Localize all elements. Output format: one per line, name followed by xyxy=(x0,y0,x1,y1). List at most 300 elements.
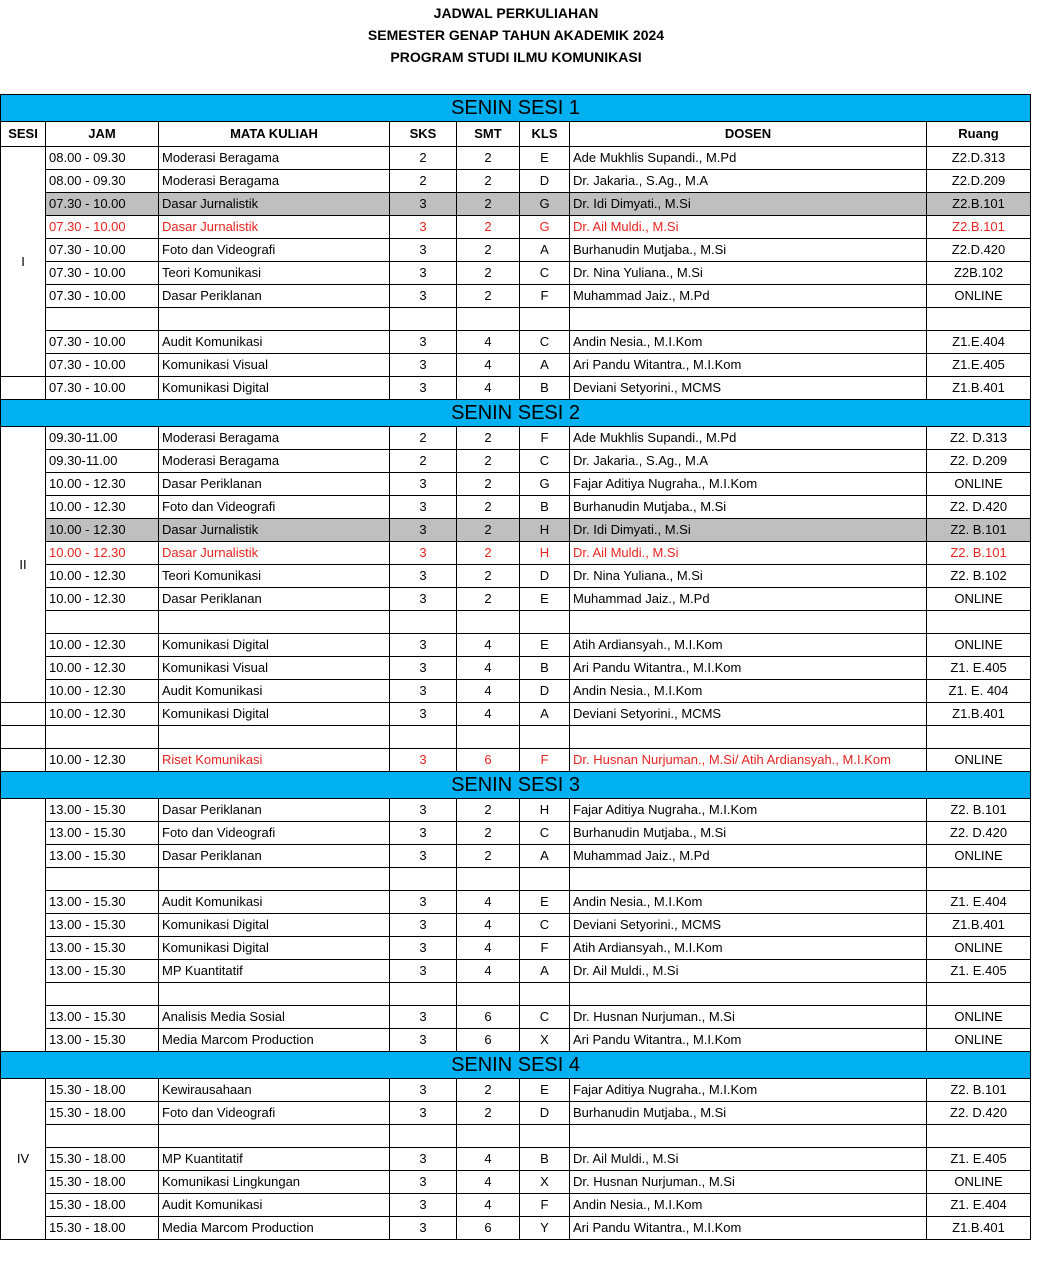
kls-cell: F xyxy=(520,1194,570,1217)
kls-cell: F xyxy=(520,285,570,308)
mata-kuliah-cell: MP Kuantitatif xyxy=(159,1148,390,1171)
mata-kuliah-cell: Komunikasi Digital xyxy=(159,703,390,726)
jam-cell: 13.00 - 15.30 xyxy=(46,1006,159,1029)
table-row xyxy=(1,565,1031,588)
sesi-cell xyxy=(1,749,46,772)
sks-cell: 3 xyxy=(390,680,457,703)
mata-kuliah-cell: Kewirausahaan xyxy=(159,1079,390,1102)
dosen-cell: Dr. Jakaria., S.Ag., M.A xyxy=(570,170,927,193)
jam-cell: 15.30 - 18.00 xyxy=(46,1102,159,1125)
kls-cell: H xyxy=(520,542,570,565)
smt-cell: 2 xyxy=(457,588,520,611)
dosen-cell: Ari Pandu Witantra., M.I.Kom xyxy=(570,657,927,680)
smt-cell: 4 xyxy=(457,377,520,400)
sks-cell: 3 xyxy=(390,891,457,914)
mata-kuliah-cell: Dasar Jurnalistik xyxy=(159,193,390,216)
mata-kuliah-cell: Dasar Jurnalistik xyxy=(159,216,390,239)
table-row xyxy=(1,822,1031,845)
kls-cell: G xyxy=(520,473,570,496)
ruang-cell: ONLINE xyxy=(927,1029,1031,1052)
table-row xyxy=(1,914,1031,937)
mata-kuliah-cell: Dasar Jurnalistik xyxy=(159,542,390,565)
mata-kuliah-cell xyxy=(159,308,390,331)
kls-cell: A xyxy=(520,845,570,868)
sesi-cell xyxy=(1,703,46,726)
jam-cell: 10.00 - 12.30 xyxy=(46,680,159,703)
column-header: SESI xyxy=(1,122,46,147)
sks-cell: 3 xyxy=(390,1006,457,1029)
dosen-cell: Deviani Setyorini., MCMS xyxy=(570,703,927,726)
dosen-cell: Dr. Nina Yuliana., M.Si xyxy=(570,565,927,588)
ruang-cell: ONLINE xyxy=(927,588,1031,611)
jam-cell xyxy=(46,868,159,891)
sks-cell: 3 xyxy=(390,285,457,308)
dosen-cell: Dr. Nina Yuliana., M.Si xyxy=(570,262,927,285)
kls-cell: A xyxy=(520,354,570,377)
jam-cell: 10.00 - 12.30 xyxy=(46,473,159,496)
sesi-cell: I xyxy=(1,147,46,377)
kls-cell xyxy=(520,308,570,331)
ruang-cell: Z1.B.401 xyxy=(927,914,1031,937)
mata-kuliah-cell xyxy=(159,983,390,1006)
sks-cell: 3 xyxy=(390,239,457,262)
ruang-cell: Z1.B.401 xyxy=(927,1217,1031,1240)
dosen-cell: Dr. Idi Dimyati., M.Si xyxy=(570,519,927,542)
ruang-cell: Z2. B.101 xyxy=(927,519,1031,542)
jam-cell xyxy=(46,611,159,634)
jam-cell: 07.30 - 10.00 xyxy=(46,285,159,308)
smt-cell: 4 xyxy=(457,657,520,680)
dosen-cell: Dr. Ail Muldi., M.Si xyxy=(570,1148,927,1171)
ruang-cell: Z1.E.405 xyxy=(927,354,1031,377)
mata-kuliah-cell xyxy=(159,1125,390,1148)
smt-cell xyxy=(457,308,520,331)
table-row xyxy=(1,588,1031,611)
dosen-cell xyxy=(570,611,927,634)
ruang-cell: ONLINE xyxy=(927,749,1031,772)
dosen-cell: Andin Nesia., M.I.Kom xyxy=(570,891,927,914)
dosen-cell: Atih Ardiansyah., M.I.Kom xyxy=(570,937,927,960)
sks-cell xyxy=(390,868,457,891)
sks-cell: 3 xyxy=(390,588,457,611)
dosen-cell: Muhammad Jaiz., M.Pd xyxy=(570,285,927,308)
ruang-cell: Z2.B.101 xyxy=(927,216,1031,239)
jam-cell: 10.00 - 12.30 xyxy=(46,588,159,611)
table-row xyxy=(1,634,1031,657)
sks-cell: 3 xyxy=(390,193,457,216)
jam-cell: 10.00 - 12.30 xyxy=(46,657,159,680)
dosen-cell: Ade Mukhlis Supandi., M.Pd xyxy=(570,427,927,450)
dosen-cell: Deviani Setyorini., MCMS xyxy=(570,914,927,937)
page-header xyxy=(0,0,1032,68)
kls-cell: C xyxy=(520,1006,570,1029)
jam-cell: 09.30-11.00 xyxy=(46,450,159,473)
title-line-2: SEMESTER GENAP TAHUN AKADEMIK 2024 xyxy=(367,27,665,43)
jam-cell xyxy=(46,308,159,331)
ruang-cell xyxy=(927,308,1031,331)
sks-cell: 3 xyxy=(390,799,457,822)
smt-cell: 2 xyxy=(457,799,520,822)
sks-cell: 3 xyxy=(390,1171,457,1194)
smt-cell: 4 xyxy=(457,634,520,657)
mata-kuliah-cell: Audit Komunikasi xyxy=(159,680,390,703)
ruang-cell: Z2. B.101 xyxy=(927,799,1031,822)
mata-kuliah-cell: Foto dan Videografi xyxy=(159,496,390,519)
column-header: JAM xyxy=(46,122,159,147)
ruang-cell: Z2. B.102 xyxy=(927,565,1031,588)
table-row xyxy=(1,216,1031,239)
mata-kuliah-cell: Audit Komunikasi xyxy=(159,331,390,354)
dosen-cell: Dr. Idi Dimyati., M.Si xyxy=(570,193,927,216)
jam-cell xyxy=(46,726,159,749)
table-row xyxy=(1,170,1031,193)
dosen-cell: Andin Nesia., M.I.Kom xyxy=(570,1194,927,1217)
smt-cell xyxy=(457,983,520,1006)
session-header xyxy=(1,772,1031,799)
sks-cell: 3 xyxy=(390,542,457,565)
kls-cell: X xyxy=(520,1171,570,1194)
dosen-cell: Ari Pandu Witantra., M.I.Kom xyxy=(570,1217,927,1240)
smt-cell: 2 xyxy=(457,496,520,519)
table-row xyxy=(1,1125,1031,1148)
mata-kuliah-cell: Foto dan Videografi xyxy=(159,822,390,845)
kls-cell: F xyxy=(520,749,570,772)
jam-cell: 13.00 - 15.30 xyxy=(46,891,159,914)
table-row xyxy=(1,703,1031,726)
table-row xyxy=(1,354,1031,377)
table-row xyxy=(1,542,1031,565)
kls-cell: C xyxy=(520,262,570,285)
sks-cell: 3 xyxy=(390,937,457,960)
title-line-1: JADWAL PERKULIAHAN xyxy=(433,5,599,21)
mata-kuliah-cell: Analisis Media Sosial xyxy=(159,1006,390,1029)
ruang-cell: Z1. E.404 xyxy=(927,1194,1031,1217)
dosen-cell: Dr. Husnan Nurjuman., M.Si xyxy=(570,1171,927,1194)
table-row xyxy=(1,308,1031,331)
dosen-cell: Dr. Ail Muldi., M.Si xyxy=(570,960,927,983)
jam-cell: 10.00 - 12.30 xyxy=(46,565,159,588)
ruang-cell: ONLINE xyxy=(927,285,1031,308)
ruang-cell: Z2. D.420 xyxy=(927,1102,1031,1125)
mata-kuliah-cell: Moderasi Beragama xyxy=(159,450,390,473)
kls-cell xyxy=(520,611,570,634)
sks-cell: 3 xyxy=(390,262,457,285)
jam-cell: 07.30 - 10.00 xyxy=(46,193,159,216)
ruang-cell: Z2B.102 xyxy=(927,262,1031,285)
mata-kuliah-cell: Media Marcom Production xyxy=(159,1217,390,1240)
kls-cell xyxy=(520,726,570,749)
sks-cell: 3 xyxy=(390,1079,457,1102)
column-header: DOSEN xyxy=(570,122,927,147)
smt-cell: 2 xyxy=(457,170,520,193)
ruang-cell: Z1. E.405 xyxy=(927,1148,1031,1171)
column-header: Ruang xyxy=(927,122,1031,147)
smt-cell: 4 xyxy=(457,354,520,377)
table-row xyxy=(1,799,1031,822)
smt-cell: 2 xyxy=(457,1102,520,1125)
smt-cell: 4 xyxy=(457,914,520,937)
table-row xyxy=(1,519,1031,542)
smt-cell: 2 xyxy=(457,1079,520,1102)
column-header: KLS xyxy=(520,122,570,147)
sks-cell: 2 xyxy=(390,450,457,473)
kls-cell: A xyxy=(520,239,570,262)
dosen-cell: Dr. Husnan Nurjuman., M.Si xyxy=(570,1006,927,1029)
jam-cell: 15.30 - 18.00 xyxy=(46,1194,159,1217)
table-row xyxy=(1,147,1031,170)
table-row xyxy=(1,450,1031,473)
smt-cell: 2 xyxy=(457,519,520,542)
dosen-cell: Ari Pandu Witantra., M.I.Kom xyxy=(570,1029,927,1052)
jam-cell: 10.00 - 12.30 xyxy=(46,703,159,726)
kls-cell: C xyxy=(520,450,570,473)
ruang-cell: Z1.B.401 xyxy=(927,703,1031,726)
sks-cell: 3 xyxy=(390,703,457,726)
mata-kuliah-cell: Dasar Periklanan xyxy=(159,473,390,496)
mata-kuliah-cell: Komunikasi Digital xyxy=(159,937,390,960)
mata-kuliah-cell: Teori Komunikasi xyxy=(159,565,390,588)
sks-cell: 3 xyxy=(390,822,457,845)
ruang-cell: ONLINE xyxy=(927,473,1031,496)
smt-cell: 6 xyxy=(457,1217,520,1240)
jam-cell: 10.00 - 12.30 xyxy=(46,519,159,542)
mata-kuliah-cell: Audit Komunikasi xyxy=(159,1194,390,1217)
table-row xyxy=(1,611,1031,634)
jam-cell: 13.00 - 15.30 xyxy=(46,914,159,937)
mata-kuliah-cell: MP Kuantitatif xyxy=(159,960,390,983)
table-row xyxy=(1,1029,1031,1052)
sks-cell: 3 xyxy=(390,845,457,868)
sks-cell: 3 xyxy=(390,216,457,239)
smt-cell: 2 xyxy=(457,565,520,588)
smt-cell: 4 xyxy=(457,331,520,354)
session-header xyxy=(1,1052,1031,1079)
dosen-cell xyxy=(570,983,927,1006)
jam-cell: 15.30 - 18.00 xyxy=(46,1217,159,1240)
kls-cell: A xyxy=(520,960,570,983)
smt-cell: 4 xyxy=(457,960,520,983)
jam-cell: 07.30 - 10.00 xyxy=(46,377,159,400)
sesi-cell: II xyxy=(1,427,46,703)
dosen-cell: Burhanudin Mutjaba., M.Si xyxy=(570,1102,927,1125)
dosen-cell: Burhanudin Mutjaba., M.Si xyxy=(570,496,927,519)
ruang-cell: ONLINE xyxy=(927,1171,1031,1194)
dosen-cell: Dr. Ail Muldi., M.Si xyxy=(570,216,927,239)
smt-cell: 6 xyxy=(457,1029,520,1052)
dosen-cell: Ari Pandu Witantra., M.I.Kom xyxy=(570,354,927,377)
smt-cell xyxy=(457,1125,520,1148)
mata-kuliah-cell: Foto dan Videografi xyxy=(159,239,390,262)
ruang-cell: Z1. E.405 xyxy=(927,657,1031,680)
mata-kuliah-cell: Komunikasi Digital xyxy=(159,914,390,937)
dosen-cell: Fajar Aditiya Nugraha., M.I.Kom xyxy=(570,799,927,822)
smt-cell: 2 xyxy=(457,216,520,239)
table-row xyxy=(1,239,1031,262)
mata-kuliah-cell: Riset Komunikasi xyxy=(159,749,390,772)
ruang-cell: Z1.B.401 xyxy=(927,377,1031,400)
mata-kuliah-cell: Media Marcom Production xyxy=(159,1029,390,1052)
ruang-cell xyxy=(927,611,1031,634)
kls-cell: H xyxy=(520,799,570,822)
table-row xyxy=(1,868,1031,891)
kls-cell: E xyxy=(520,634,570,657)
sesi-cell xyxy=(1,377,46,400)
smt-cell: 6 xyxy=(457,749,520,772)
dosen-cell: Ade Mukhlis Supandi., M.Pd xyxy=(570,147,927,170)
sks-cell: 3 xyxy=(390,749,457,772)
dosen-cell xyxy=(570,1125,927,1148)
dosen-cell: Burhanudin Mutjaba., M.Si xyxy=(570,239,927,262)
dosen-cell: Atih Ardiansyah., M.I.Kom xyxy=(570,634,927,657)
dosen-cell: Dr. Husnan Nurjuman., M.Si/ Atih Ardiansyah., M.I.Kom xyxy=(570,749,927,772)
session-title: SENIN SESI 3 xyxy=(1,772,1031,799)
smt-cell: 2 xyxy=(457,473,520,496)
table-row xyxy=(1,1148,1031,1171)
table-row xyxy=(1,473,1031,496)
jam-cell: 13.00 - 15.30 xyxy=(46,1029,159,1052)
smt-cell: 2 xyxy=(457,427,520,450)
smt-cell: 4 xyxy=(457,937,520,960)
kls-cell: B xyxy=(520,496,570,519)
table-row xyxy=(1,193,1031,216)
sks-cell: 3 xyxy=(390,496,457,519)
mata-kuliah-cell: Komunikasi Digital xyxy=(159,377,390,400)
ruang-cell: ONLINE xyxy=(927,1006,1031,1029)
smt-cell: 2 xyxy=(457,239,520,262)
smt-cell: 4 xyxy=(457,1194,520,1217)
dosen-cell: Muhammad Jaiz., M.Pd xyxy=(570,588,927,611)
table-row xyxy=(1,331,1031,354)
jam-cell: 07.30 - 10.00 xyxy=(46,262,159,285)
jam-cell: 08.00 - 09.30 xyxy=(46,147,159,170)
kls-cell: B xyxy=(520,377,570,400)
dosen-cell: Andin Nesia., M.I.Kom xyxy=(570,680,927,703)
table-row xyxy=(1,1171,1031,1194)
smt-cell: 4 xyxy=(457,1148,520,1171)
column-header: SMT xyxy=(457,122,520,147)
sks-cell: 3 xyxy=(390,1194,457,1217)
mata-kuliah-cell: Dasar Periklanan xyxy=(159,799,390,822)
smt-cell: 2 xyxy=(457,845,520,868)
ruang-cell: Z2.D.420 xyxy=(927,239,1031,262)
table-row xyxy=(1,891,1031,914)
kls-cell: C xyxy=(520,822,570,845)
dosen-cell: Fajar Aditiya Nugraha., M.I.Kom xyxy=(570,473,927,496)
ruang-cell: Z2. D.420 xyxy=(927,822,1031,845)
sks-cell: 3 xyxy=(390,1029,457,1052)
table-row xyxy=(1,285,1031,308)
smt-cell: 4 xyxy=(457,891,520,914)
sks-cell xyxy=(390,726,457,749)
jam-cell: 07.30 - 10.00 xyxy=(46,239,159,262)
kls-cell: E xyxy=(520,891,570,914)
jam-cell: 15.30 - 18.00 xyxy=(46,1079,159,1102)
mata-kuliah-cell: Teori Komunikasi xyxy=(159,262,390,285)
jam-cell: 10.00 - 12.30 xyxy=(46,634,159,657)
sks-cell: 3 xyxy=(390,1102,457,1125)
sesi-cell xyxy=(1,799,46,1052)
ruang-cell: Z2. D.209 xyxy=(927,450,1031,473)
mata-kuliah-cell: Dasar Periklanan xyxy=(159,285,390,308)
table-row xyxy=(1,1194,1031,1217)
smt-cell: 2 xyxy=(457,450,520,473)
sks-cell: 3 xyxy=(390,914,457,937)
dosen-cell xyxy=(570,726,927,749)
dosen-cell: Andin Nesia., M.I.Kom xyxy=(570,331,927,354)
sks-cell: 2 xyxy=(390,427,457,450)
smt-cell: 2 xyxy=(457,285,520,308)
ruang-cell xyxy=(927,1125,1031,1148)
smt-cell: 2 xyxy=(457,542,520,565)
dosen-cell xyxy=(570,308,927,331)
ruang-cell xyxy=(927,983,1031,1006)
kls-cell xyxy=(520,868,570,891)
jam-cell: 07.30 - 10.00 xyxy=(46,354,159,377)
mata-kuliah-cell: Dasar Periklanan xyxy=(159,845,390,868)
sesi-cell: IV xyxy=(1,1079,46,1240)
smt-cell xyxy=(457,868,520,891)
kls-cell: A xyxy=(520,703,570,726)
sks-cell: 3 xyxy=(390,634,457,657)
table-row xyxy=(1,960,1031,983)
ruang-cell: Z1. E. 404 xyxy=(927,680,1031,703)
dosen-cell xyxy=(570,868,927,891)
ruang-cell: Z1. E.404 xyxy=(927,891,1031,914)
sks-cell: 3 xyxy=(390,565,457,588)
kls-cell: F xyxy=(520,427,570,450)
kls-cell: F xyxy=(520,937,570,960)
sks-cell: 3 xyxy=(390,473,457,496)
kls-cell: D xyxy=(520,680,570,703)
smt-cell: 2 xyxy=(457,822,520,845)
mata-kuliah-cell: Moderasi Beragama xyxy=(159,147,390,170)
session-title: SENIN SESI 4 xyxy=(1,1052,1031,1079)
mata-kuliah-cell xyxy=(159,868,390,891)
kls-cell: G xyxy=(520,193,570,216)
ruang-cell: Z2. B.101 xyxy=(927,542,1031,565)
sks-cell: 2 xyxy=(390,147,457,170)
smt-cell xyxy=(457,726,520,749)
smt-cell: 2 xyxy=(457,193,520,216)
table-row xyxy=(1,937,1031,960)
session-title: SENIN SESI 2 xyxy=(1,400,1031,427)
jam-cell: 07.30 - 10.00 xyxy=(46,331,159,354)
table-row xyxy=(1,262,1031,285)
kls-cell: G xyxy=(520,216,570,239)
jam-cell: 13.00 - 15.30 xyxy=(46,960,159,983)
table-row xyxy=(1,657,1031,680)
smt-cell: 2 xyxy=(457,147,520,170)
ruang-cell xyxy=(927,868,1031,891)
mata-kuliah-cell: Moderasi Beragama xyxy=(159,170,390,193)
kls-cell xyxy=(520,983,570,1006)
jam-cell: 10.00 - 12.30 xyxy=(46,542,159,565)
sks-cell: 3 xyxy=(390,657,457,680)
table-row xyxy=(1,1102,1031,1125)
table-row xyxy=(1,427,1031,450)
ruang-cell xyxy=(927,726,1031,749)
ruang-cell: Z2.B.101 xyxy=(927,193,1031,216)
dosen-cell: Dr. Ail Muldi., M.Si xyxy=(570,542,927,565)
schedule-table xyxy=(0,94,1031,1240)
ruang-cell: Z2. D.420 xyxy=(927,496,1031,519)
jam-cell: 13.00 - 15.30 xyxy=(46,822,159,845)
column-header: MATA KULIAH xyxy=(159,122,390,147)
column-header: SKS xyxy=(390,122,457,147)
mata-kuliah-cell: Komunikasi Visual xyxy=(159,657,390,680)
smt-cell: 2 xyxy=(457,262,520,285)
jam-cell: 13.00 - 15.30 xyxy=(46,937,159,960)
